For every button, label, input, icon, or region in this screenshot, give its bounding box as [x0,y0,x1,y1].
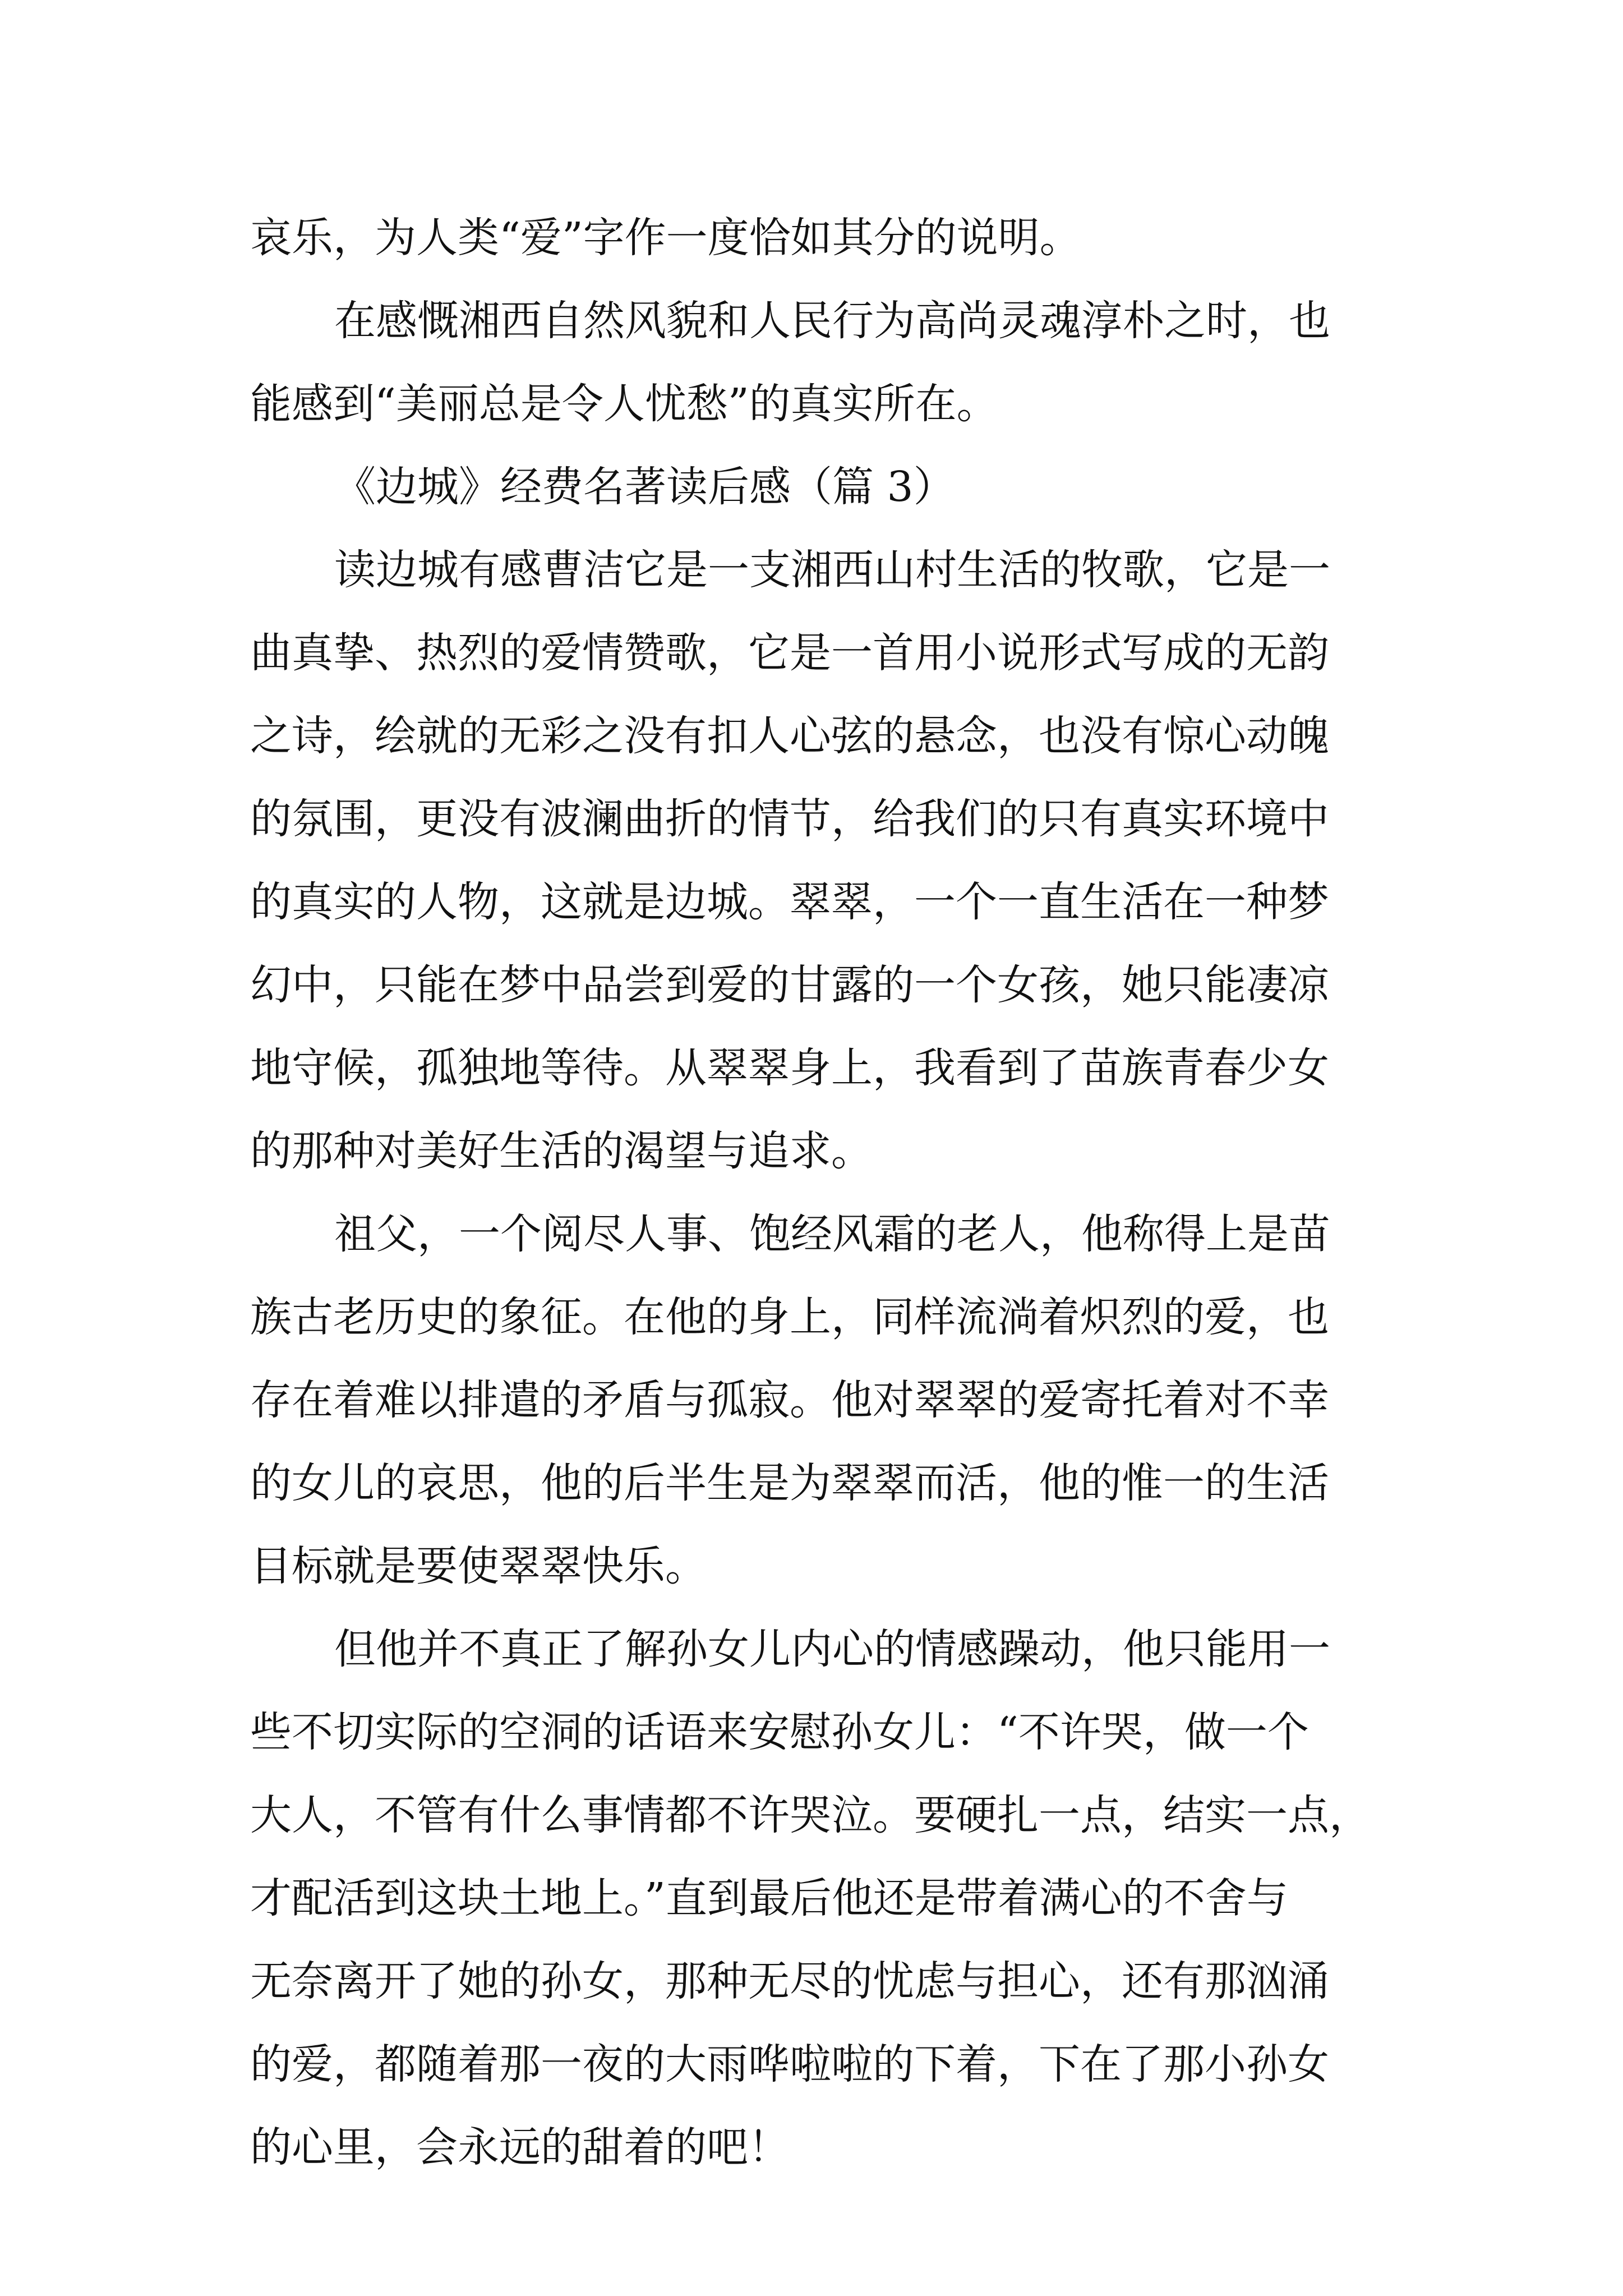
text-line: 之诗，绘就的无彩之没有扣人心弦的悬念，也没有惊心动魄 [250,712,1329,760]
text-line: 无奈离开了她的孙女，那种无尽的忧虑与担心，还有那汹涌 [250,1957,1329,2005]
body-text [250,196,1394,2189]
text-line: 地守候，孤独地等待。从翠翠身上，我看到了苗族青春少女 [250,1044,1329,1092]
text-line: 曲真挚、热烈的爱情赞歌，它是一首用小说形式写成的无韵 [250,629,1329,677]
text-line: 存在着难以排遣的矛盾与孤寂。他对翠翠的爱寄托着对不幸 [250,1376,1329,1424]
text-line: 的心里，会永远的甜着的吧！ [250,2123,790,2171]
text-line: 哀乐，为人类“爱”字作一度恰如其分的说明。 [250,214,1081,262]
text-line: 大人，不管有什么事情都不许哭泣。要硬扎一点，结实一点， [250,1791,1371,1839]
section-heading: 《边城》经费名著读后感（篇 3） [334,463,955,511]
text-line: 幻中，只能在梦中品尝到爱的甘露的一个女孩，她只能凄凉 [250,961,1329,1009]
text-line: 些不切实际的空洞的话语来安慰孙女儿：“不许哭，做一个 [250,1708,1309,1756]
text-line: 的真实的人物，这就是边城。翠翠，一个一直生活在一种梦 [250,878,1329,926]
text-line: 的氛围，更没有波澜曲折的情节，给我们的只有真实环境中 [250,795,1329,843]
text-line: 在感慨湘西自然风貌和人民行为高尚灵魂淳朴之时，也 [334,297,1330,345]
text-line: 族古老历史的象征。在他的身上，同样流淌着炽烈的爱，也 [250,1293,1329,1341]
text-line: 读边城有感曹洁它是一支湘西山村生活的牧歌，它是一 [334,546,1330,594]
text-line: 但他并不真正了解孙女儿内心的情感躁动，他只能用一 [334,1625,1330,1673]
text-line: 的那种对美好生活的渴望与追求。 [250,1127,873,1175]
text-line: 才配活到这块土地上。”直到最后他还是带着满心的不舍与 [250,1874,1288,1922]
text-line: 的女儿的哀思，他的后半生是为翠翠而活，他的惟一的生活 [250,1459,1329,1507]
text-line: 祖父，一个阅尽人事、饱经风霜的老人，他称得上是苗 [334,1210,1330,1258]
text-line: 能感到“美丽总是令人忧愁”的真实所在。 [250,380,998,428]
text-line: 的爱，都随着那一夜的大雨哗啦啦的下着，下在了那小孙女 [250,2040,1329,2088]
text-line: 目标就是要使翠翠快乐。 [250,1542,707,1590]
